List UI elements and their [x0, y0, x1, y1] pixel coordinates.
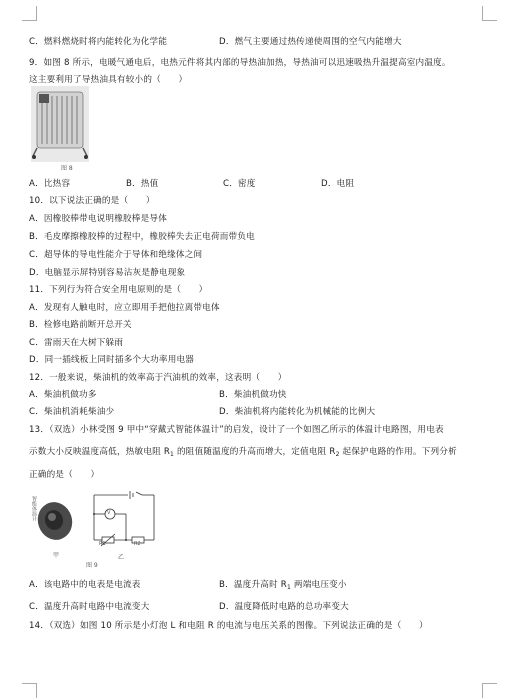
q13-option-a: A．该电路中的电表是电流表	[29, 580, 141, 590]
q12-option-c: C．柴油机消耗柴油少	[29, 407, 115, 417]
figure-9-jia-label: 甲	[53, 552, 60, 559]
q10-option-a: A．因橡胶棒带电说明橡胶棒是导体	[29, 214, 167, 224]
q9-stem-line2: 这主要利用了导热油具有较小的（ ）	[29, 75, 188, 85]
q11-option-c: C．雷雨天在大树下躲雨	[29, 338, 124, 348]
q11-option-b: B．检修电路前断开总开关	[29, 320, 132, 330]
q13-r1-subscript: 1	[170, 451, 175, 458]
figure-9-meter-symbol: V	[107, 510, 111, 516]
figure-9-yi-label: 乙	[118, 554, 125, 561]
q8-option-d: D．燃气主要通过热传递使周围的空气内能增大	[219, 37, 402, 47]
q13-r2-subscript: 2	[335, 451, 340, 458]
crop-mark-top-right	[482, 6, 497, 21]
q13-stem-line1: 13．（双选）小林受图 9 甲中“穿戴式智能体温计”的启发，设计了一个如图乙所示的体温计电路图，用电表	[29, 425, 444, 435]
crop-mark-top-left	[22, 6, 37, 21]
q12-option-a: A．柴油机做功多	[29, 390, 97, 400]
q13-option-b	[219, 578, 347, 591]
q13-option-c: C．温度升高时电路中电流变大	[29, 602, 150, 612]
q11-stem: 11．下列行为符合安全用电原则的是（ ）	[29, 285, 208, 295]
q9-option-d: D．电阻	[321, 179, 355, 189]
q9-option-a: A．比热容	[29, 179, 71, 189]
q13-stem-line2-part1: 示数大小反映温度高低，热敏电阻 R	[29, 447, 171, 457]
q8-option-c: C．燃料燃烧时将内能转化为化学能	[29, 37, 168, 47]
figure-9-caption: 图 9	[86, 562, 98, 569]
q11-option-d: D．同一插线板上同时插多个大功率用电器	[29, 355, 195, 365]
figure-9-r2-label: R2	[134, 541, 141, 547]
q14-stem: 14．（双选）如图 10 所示是小灯泡 L 和电阻 R 的电流与电压关系的图像。下列说法正确的是（ ）	[29, 621, 428, 631]
q10-stem: 10．以下说法正确的是（ ）	[29, 196, 155, 206]
q13-option-b-part1: B．温度升高时 R	[219, 580, 287, 590]
q12-stem: 12．一般来说，柴油机的效率高于汽油机的效率，这表明（ ）	[29, 373, 287, 383]
crop-mark-bottom-left	[22, 683, 37, 698]
q13-option-d: D．温度降低时电路的总功率变大	[219, 602, 349, 612]
figure-8-caption: 图 8	[61, 165, 73, 172]
q10-option-b: B．毛皮摩擦橡胶棒的过程中，橡胶棒失去正电荷而带负电	[29, 232, 255, 242]
figure-9-device-label: 智能体温计	[31, 496, 37, 521]
q12-option-b: B．柴油机做功快	[219, 390, 287, 400]
q13-stem-line3: 正确的是（ ）	[29, 470, 100, 480]
q9-option-b: B．热值	[126, 179, 159, 189]
q13-stem-line2-part3: 起保护电路的作用。下列分析	[339, 447, 457, 457]
q12-option-d: D．柴油机将内能转化为机械能的比例大	[219, 407, 376, 417]
q9-stem-line1: 9．如图 8 所示，电暖气通电后，电热元件将其内部的导热油加热，导热油可以迅速吸热升温提高室内温度。	[29, 58, 451, 68]
q13-stem-line2-part2: 的阻值随温度的升高而增大，定值电阻 R	[174, 447, 336, 457]
q11-option-a: A．发现有人触电时，应立即用手把他拉离带电体	[29, 303, 220, 313]
figure-9-r1-label: R1	[99, 541, 106, 547]
q10-option-c: C．超导体的导电性能介于导体和绝缘体之间	[29, 250, 203, 260]
crop-mark-bottom-right	[482, 683, 497, 698]
q10-option-d: D．电脑显示屏特别容易沾灰是静电现象	[29, 268, 186, 278]
figure-8-oil-heater	[31, 86, 89, 162]
q9-option-c: C．密度	[223, 179, 256, 189]
q13-stem-line2	[29, 445, 457, 458]
q13-option-b-subscript: 1	[286, 584, 291, 591]
q13-option-b-part2: 两端电压变小	[291, 580, 347, 590]
